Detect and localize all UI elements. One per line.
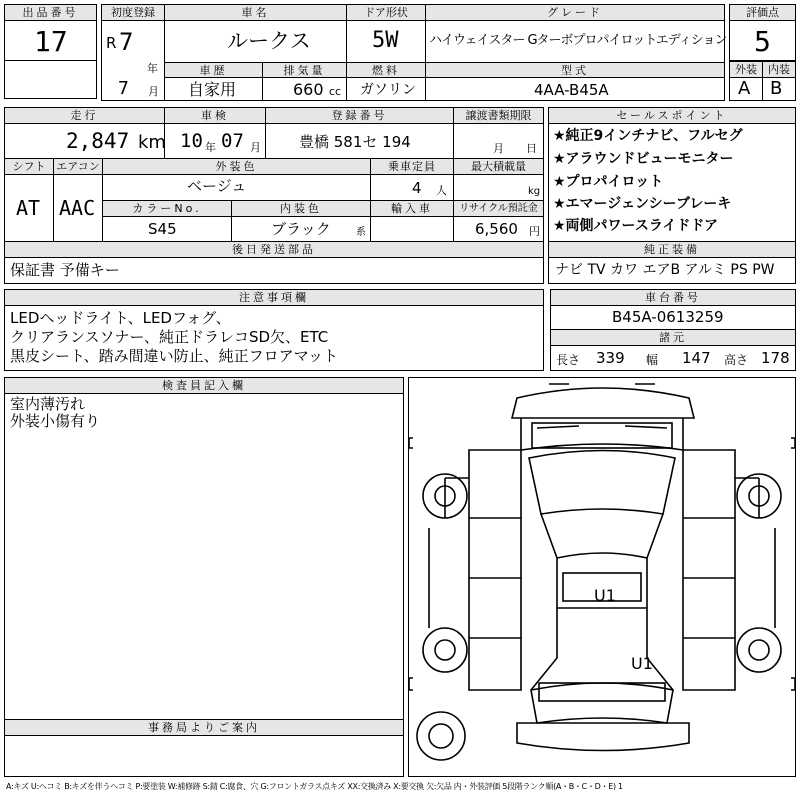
reg-year-unit: 年 (147, 62, 158, 75)
chassis-header: 車台番号 (550, 289, 796, 306)
exterior-header: 外装 (729, 61, 763, 78)
damage-mark: U1 (631, 654, 653, 673)
office-header: 事務局よりご案内 (4, 719, 404, 736)
sales-point: ★純正9インチナビ、フルセグ (553, 128, 743, 144)
car-name: ルークス (227, 29, 311, 53)
height-label: 高さ (724, 353, 749, 367)
cc-unit: cc (329, 85, 342, 98)
genuine-equipment: ナビ TV カワ エアB アルミ PS PW (555, 262, 775, 278)
displacement: 660 (293, 80, 324, 99)
inspector-header: 検査員記入欄 (4, 377, 404, 394)
grade-header: グレード (425, 4, 725, 21)
height: 178 (761, 349, 790, 367)
reg-month: 7 (118, 78, 129, 99)
recycle-header: リサイクル預託金 (453, 200, 544, 217)
inspection-month-unit: 月 (250, 141, 261, 154)
note-line: LEDヘッドライト、LEDフォグ、 (10, 309, 231, 327)
sales-header: セールスポイント (548, 107, 796, 124)
history-header: 車歴 (164, 62, 263, 78)
int-color: ブラック (271, 220, 331, 238)
capacity-unit: 人 (436, 184, 447, 197)
transfer-day: 日 (526, 142, 537, 155)
sales-point: ★両側パワースライドドア (553, 218, 719, 234)
color-no: S45 (148, 220, 177, 238)
sales-point: ★アラウンドビューモニター (553, 151, 734, 167)
max-load-unit: kg (528, 186, 541, 197)
import-value (370, 216, 454, 242)
fuel-header: 燃料 (346, 62, 426, 78)
shift: AT (16, 196, 41, 220)
door-header: ドア形状 (346, 4, 426, 21)
ext-color-header: 外装色 (102, 158, 371, 175)
shift-header: シフト (4, 158, 54, 175)
inspection-header: 車検 (164, 107, 266, 124)
later-parts-header: 後日発送部品 (4, 241, 544, 258)
inspection-month: 07 (221, 130, 244, 152)
color-no-header: カラーNo. (102, 200, 232, 217)
note-line: クリアランスソナー、純正ドラレコSD欠、ETC (10, 328, 329, 346)
ac-header: エアコン (53, 158, 103, 175)
damage-mark: U1 (594, 586, 616, 605)
genuine-header: 純正装備 (548, 241, 796, 258)
reg-month-unit: 月 (148, 85, 159, 98)
interior-grade: B (770, 78, 783, 99)
specs-header: 諸元 (550, 329, 796, 346)
sales-point: ★エマージェンシーブレーキ (553, 196, 732, 212)
transfer-month: 月 (493, 142, 504, 155)
exterior-grade: A (738, 78, 751, 99)
era: R (106, 34, 117, 52)
notes-header: 注意事項欄 (4, 289, 544, 306)
door-type: 5W (372, 28, 399, 53)
length: 339 (596, 349, 625, 367)
note-line: 黒皮シート、踏み間違い防止、純正フロアマット (10, 347, 339, 365)
capacity: 4 (412, 179, 422, 197)
ac: AAC (59, 196, 96, 220)
length-label: 長さ (556, 353, 581, 367)
max-load-header: 最大積載量 (453, 158, 544, 175)
later-parts: 保証書 予備キー (10, 261, 120, 279)
lot-header: 出品番号 (4, 4, 97, 21)
import-header: 輸入車 (370, 200, 454, 217)
first-reg-header: 初度登録 (101, 4, 165, 21)
width: 147 (682, 349, 711, 367)
recycle-unit: 円 (529, 225, 540, 238)
width-label: 幅 (646, 353, 659, 367)
reg-year: 7 (119, 28, 134, 56)
model: 4AA-B45A (534, 81, 609, 99)
interior-header: 内装 (762, 61, 796, 78)
displacement-header: 排気量 (262, 62, 347, 78)
transfer-header: 譲渡書類期限 (453, 107, 544, 124)
sales-point: ★プロパイロット (553, 174, 664, 190)
office-box (4, 735, 404, 777)
inspection-year-unit: 年 (205, 141, 216, 154)
km-unit: km (138, 132, 166, 153)
history: 自家用 (188, 80, 237, 99)
chassis-no: B45A-0613259 (612, 308, 724, 326)
car-outline-icon (409, 378, 795, 776)
recycle: 6,560 (475, 220, 518, 238)
car-diagram (408, 377, 796, 777)
int-suffix: 系 (356, 227, 366, 238)
ext-color: ベージュ (187, 177, 247, 195)
inspector-note: 外装小傷有り (10, 412, 101, 430)
score-header: 評価点 (729, 4, 796, 21)
grade: ハイウェイスター Gターボプロパイロットエディション (429, 33, 727, 48)
inspection-year: 10 (180, 130, 203, 152)
mileage: 2,847 (66, 129, 130, 153)
reg-no-header: 登録番号 (265, 107, 454, 124)
model-header: 型式 (425, 62, 725, 78)
lot-number: 17 (34, 25, 68, 58)
car-name-header: 車名 (164, 4, 347, 21)
legend: A:キズ U:ヘコミ B:キズを伴うヘコミ P:要塗装 W:補修跡 S:錆 C:腐食、穴 G:フロントガラス点キズ XX:交換済み X:要交換 欠:欠品 内・外装評価 5段階ランク順(A・B・C・D・E) 1 (6, 782, 623, 791)
capacity-header: 乗車定員 (370, 158, 454, 175)
fuel: ガソリン (360, 82, 416, 98)
inspector-note: 室内薄汚れ (10, 395, 86, 413)
int-color-header: 内装色 (231, 200, 371, 217)
reg-no: 豊橋 581セ 194 (299, 133, 411, 151)
score: 5 (754, 25, 771, 58)
mileage-header: 走行 (4, 107, 165, 124)
